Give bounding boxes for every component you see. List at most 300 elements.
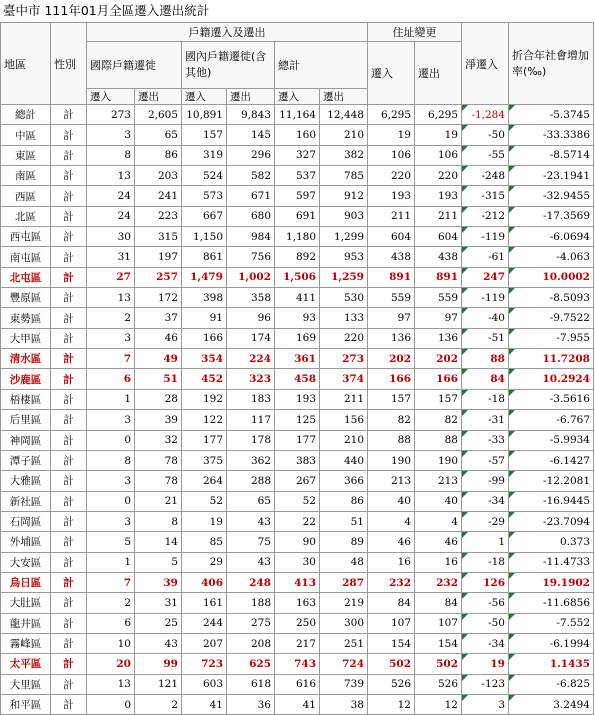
category-cell: 計 (51, 206, 87, 226)
addr-in-cell: 220 (368, 166, 415, 186)
tot-out-cell: 48 (320, 552, 368, 572)
tot-in-cell: 160 (275, 125, 320, 145)
intl-in-cell: 1 (87, 552, 135, 572)
net-cell: -29 (462, 511, 509, 531)
table-row (1, 694, 594, 714)
tot-out-cell: 89 (320, 532, 368, 552)
dom-in-cell: 861 (182, 247, 227, 267)
dom-out-cell: 43 (227, 552, 275, 572)
rate-cell: -6.767 (509, 410, 594, 430)
dom-in-cell: 52 (182, 491, 227, 511)
category-cell: 計 (51, 125, 87, 145)
intl-in-cell: 7 (87, 349, 135, 369)
addr-out-cell: 16 (415, 552, 462, 572)
rate-cell: -11.4733 (509, 552, 594, 572)
intl-in-cell: 273 (87, 105, 135, 125)
addr-out-cell: 213 (415, 471, 462, 491)
district-cell: 西區 (1, 186, 51, 206)
net-cell: -51 (462, 328, 509, 348)
tot-out-cell: 51 (320, 511, 368, 531)
dom-in-cell: 161 (182, 593, 227, 613)
table-row (1, 572, 594, 592)
intl-out-cell: 28 (135, 389, 182, 409)
addr-in-cell: 190 (368, 450, 415, 470)
intl-in-cell: 2 (87, 593, 135, 613)
addr-in-cell: 438 (368, 247, 415, 267)
addr-in-cell: 232 (368, 572, 415, 592)
net-cell: -40 (462, 308, 509, 328)
dom-in-cell: 398 (182, 288, 227, 308)
tot-in-cell: 169 (275, 328, 320, 348)
intl-in-cell: 13 (87, 166, 135, 186)
dom-out-cell: 288 (227, 471, 275, 491)
tot-out-cell: 210 (320, 125, 368, 145)
dom-out-cell: 75 (227, 532, 275, 552)
district-cell: 神岡區 (1, 430, 51, 450)
intl-out-cell: 65 (135, 125, 182, 145)
table-body (1, 105, 594, 715)
dom-out-cell: 188 (227, 593, 275, 613)
intl-out-cell: 51 (135, 369, 182, 389)
addr-in-cell: 40 (368, 491, 415, 511)
district-cell: 大里區 (1, 674, 51, 694)
tot-in-cell: 11,164 (275, 105, 320, 125)
addr-in-cell: 193 (368, 186, 415, 206)
dom-in-cell: 1,479 (182, 267, 227, 287)
addr-in-cell: 213 (368, 471, 415, 491)
category-cell: 計 (51, 389, 87, 409)
category-cell: 計 (51, 450, 87, 470)
tot-in-cell: 1,506 (275, 267, 320, 287)
dom-in-cell: 264 (182, 471, 227, 491)
rate-cell: -6.1427 (509, 450, 594, 470)
net-cell: -1,284 (462, 105, 509, 125)
category-cell: 計 (51, 166, 87, 186)
net-cell: -123 (462, 674, 509, 694)
intl-out-cell: 37 (135, 308, 182, 328)
net-cell: 126 (462, 572, 509, 592)
intl-in-cell: 6 (87, 369, 135, 389)
dom-out-cell: 296 (227, 145, 275, 165)
tot-out-cell: 12,448 (320, 105, 368, 125)
district-cell: 清水區 (1, 349, 51, 369)
intl-out-cell: 99 (135, 654, 182, 674)
table-row (1, 308, 594, 328)
dom-in-cell: 319 (182, 145, 227, 165)
category-cell: 計 (51, 552, 87, 572)
intl-out-cell: 49 (135, 349, 182, 369)
district-cell: 總計 (1, 105, 51, 125)
intl-in-cell: 7 (87, 572, 135, 592)
tot-in-cell: 411 (275, 288, 320, 308)
tot-in-cell: 41 (275, 694, 320, 714)
addr-out-cell: 4 (415, 511, 462, 531)
dom-in-cell: 452 (182, 369, 227, 389)
district-cell: 東區 (1, 145, 51, 165)
tot-out-cell: 133 (320, 308, 368, 328)
tot-out-cell: 903 (320, 206, 368, 226)
tot-in-cell: 743 (275, 654, 320, 674)
header-international: 國際戶籍遷徙 (87, 42, 182, 89)
addr-in-cell: 4 (368, 511, 415, 531)
dom-out-cell: 275 (227, 613, 275, 633)
tot-in-cell: 413 (275, 572, 320, 592)
table-row (1, 552, 594, 572)
addr-out-cell: 88 (415, 430, 462, 450)
intl-out-cell: 86 (135, 145, 182, 165)
category-cell: 計 (51, 145, 87, 165)
rate-cell: -33.3386 (509, 125, 594, 145)
rate-cell: -16.9445 (509, 491, 594, 511)
tot-out-cell: 1,259 (320, 267, 368, 287)
tot-in-cell: 22 (275, 511, 320, 531)
addr-out-cell: 46 (415, 532, 462, 552)
addr-in-cell: 891 (368, 267, 415, 287)
tot-in-cell: 537 (275, 166, 320, 186)
category-cell: 計 (51, 267, 87, 287)
header-dom-out: 遷出 (227, 89, 275, 105)
addr-out-cell: 6,295 (415, 105, 462, 125)
addr-out-cell: 19 (415, 125, 462, 145)
category-cell: 計 (51, 227, 87, 247)
dom-in-cell: 19 (182, 511, 227, 531)
table-header (1, 23, 594, 105)
addr-in-cell: 16 (368, 552, 415, 572)
intl-out-cell: 223 (135, 206, 182, 226)
district-cell: 大肚區 (1, 593, 51, 613)
intl-out-cell: 257 (135, 267, 182, 287)
intl-out-cell: 14 (135, 532, 182, 552)
dom-in-cell: 157 (182, 125, 227, 145)
tot-in-cell: 327 (275, 145, 320, 165)
dom-out-cell: 96 (227, 308, 275, 328)
addr-out-cell: 193 (415, 186, 462, 206)
net-cell: -57 (462, 450, 509, 470)
intl-out-cell: 172 (135, 288, 182, 308)
intl-in-cell: 1 (87, 389, 135, 409)
intl-out-cell: 121 (135, 674, 182, 694)
tot-out-cell: 156 (320, 410, 368, 430)
net-cell: -34 (462, 491, 509, 511)
header-tot-in: 遷入 (275, 89, 320, 105)
header-net: 淨遷入 (462, 23, 509, 105)
rate-cell: -23.1941 (509, 166, 594, 186)
rate-cell: -17.3569 (509, 206, 594, 226)
table-row (1, 532, 594, 552)
tot-in-cell: 217 (275, 633, 320, 653)
tot-out-cell: 210 (320, 430, 368, 450)
district-cell: 新社區 (1, 491, 51, 511)
tot-in-cell: 125 (275, 410, 320, 430)
table-row (1, 328, 594, 348)
dom-in-cell: 10,891 (182, 105, 227, 125)
addr-out-cell: 107 (415, 613, 462, 633)
intl-out-cell: 8 (135, 511, 182, 531)
tot-out-cell: 273 (320, 349, 368, 369)
table-row (1, 186, 594, 206)
addr-out-cell: 106 (415, 145, 462, 165)
intl-in-cell: 6 (87, 613, 135, 633)
intl-in-cell: 0 (87, 694, 135, 714)
dom-in-cell: 1,150 (182, 227, 227, 247)
district-cell: 大甲區 (1, 328, 51, 348)
intl-in-cell: 13 (87, 674, 135, 694)
addr-in-cell: 82 (368, 410, 415, 430)
category-cell: 計 (51, 328, 87, 348)
tot-in-cell: 361 (275, 349, 320, 369)
net-cell: -315 (462, 186, 509, 206)
header-intl-in: 遷入 (87, 89, 135, 105)
intl-out-cell: 25 (135, 613, 182, 633)
dom-in-cell: 192 (182, 389, 227, 409)
intl-out-cell: 39 (135, 410, 182, 430)
district-cell: 大安區 (1, 552, 51, 572)
intl-in-cell: 24 (87, 206, 135, 226)
tot-in-cell: 52 (275, 491, 320, 511)
addr-in-cell: 106 (368, 145, 415, 165)
addr-out-cell: 211 (415, 206, 462, 226)
intl-out-cell: 39 (135, 572, 182, 592)
table-row (1, 125, 594, 145)
district-cell: 南區 (1, 166, 51, 186)
addr-in-cell: 202 (368, 349, 415, 369)
tot-in-cell: 1,180 (275, 227, 320, 247)
tot-in-cell: 616 (275, 674, 320, 694)
category-cell: 計 (51, 349, 87, 369)
tot-out-cell: 366 (320, 471, 368, 491)
header-address-out: 遷出 (415, 42, 462, 105)
category-cell: 計 (51, 308, 87, 328)
tot-in-cell: 267 (275, 471, 320, 491)
district-cell: 北區 (1, 206, 51, 226)
intl-in-cell: 3 (87, 410, 135, 430)
addr-in-cell: 136 (368, 328, 415, 348)
dom-out-cell: 178 (227, 430, 275, 450)
intl-out-cell: 78 (135, 450, 182, 470)
dom-out-cell: 224 (227, 349, 275, 369)
addr-out-cell: 526 (415, 674, 462, 694)
addr-out-cell: 604 (415, 227, 462, 247)
district-cell: 西屯區 (1, 227, 51, 247)
category-cell: 計 (51, 430, 87, 450)
dom-out-cell: 618 (227, 674, 275, 694)
category-cell: 計 (51, 674, 87, 694)
rate-cell: 1.1435 (509, 654, 594, 674)
category-cell: 計 (51, 633, 87, 653)
net-cell: 3 (462, 694, 509, 714)
district-cell: 石岡區 (1, 511, 51, 531)
header-household-group: 戶籍遷入及遷出 (87, 23, 368, 42)
district-cell: 東勢區 (1, 308, 51, 328)
addr-out-cell: 157 (415, 389, 462, 409)
net-cell: -119 (462, 227, 509, 247)
rate-cell: -32.9455 (509, 186, 594, 206)
dom-out-cell: 756 (227, 247, 275, 267)
table-row (1, 450, 594, 470)
intl-out-cell: 31 (135, 593, 182, 613)
district-cell: 霧峰區 (1, 633, 51, 653)
dom-out-cell: 680 (227, 206, 275, 226)
tot-out-cell: 382 (320, 145, 368, 165)
district-cell: 烏日區 (1, 572, 51, 592)
tot-out-cell: 211 (320, 389, 368, 409)
intl-in-cell: 3 (87, 328, 135, 348)
category-cell: 計 (51, 511, 87, 531)
addr-out-cell: 84 (415, 593, 462, 613)
addr-in-cell: 12 (368, 694, 415, 714)
net-cell: 1 (462, 532, 509, 552)
dom-in-cell: 354 (182, 349, 227, 369)
intl-in-cell: 3 (87, 125, 135, 145)
net-cell: 19 (462, 654, 509, 674)
dom-in-cell: 603 (182, 674, 227, 694)
addr-out-cell: 97 (415, 308, 462, 328)
header-total: 總計 (275, 42, 368, 89)
addr-in-cell: 46 (368, 532, 415, 552)
dom-out-cell: 145 (227, 125, 275, 145)
dom-out-cell: 208 (227, 633, 275, 653)
addr-in-cell: 84 (368, 593, 415, 613)
tot-in-cell: 163 (275, 593, 320, 613)
intl-in-cell: 0 (87, 491, 135, 511)
rate-cell: -6.1994 (509, 633, 594, 653)
table-row (1, 633, 594, 653)
dom-out-cell: 1,002 (227, 267, 275, 287)
rate-cell: 11.7208 (509, 349, 594, 369)
dom-in-cell: 166 (182, 328, 227, 348)
category-cell: 計 (51, 593, 87, 613)
district-cell: 南屯區 (1, 247, 51, 267)
net-cell: 247 (462, 267, 509, 287)
addr-out-cell: 154 (415, 633, 462, 653)
intl-in-cell: 8 (87, 145, 135, 165)
district-cell: 潭子區 (1, 450, 51, 470)
table-row (1, 247, 594, 267)
dom-in-cell: 406 (182, 572, 227, 592)
dom-in-cell: 41 (182, 694, 227, 714)
district-cell: 和平區 (1, 694, 51, 714)
addr-in-cell: 604 (368, 227, 415, 247)
dom-out-cell: 625 (227, 654, 275, 674)
tot-out-cell: 953 (320, 247, 368, 267)
category-cell: 計 (51, 471, 87, 491)
tot-in-cell: 458 (275, 369, 320, 389)
intl-out-cell: 315 (135, 227, 182, 247)
category-cell: 計 (51, 247, 87, 267)
header-intl-out: 遷出 (135, 89, 182, 105)
addr-in-cell: 88 (368, 430, 415, 450)
dom-out-cell: 984 (227, 227, 275, 247)
district-cell: 外埔區 (1, 532, 51, 552)
addr-in-cell: 526 (368, 674, 415, 694)
table-row (1, 206, 594, 226)
statistics-table (0, 22, 594, 715)
dom-out-cell: 117 (227, 410, 275, 430)
table-row (1, 349, 594, 369)
district-cell: 北屯區 (1, 267, 51, 287)
header-address-group: 住址變更 (368, 23, 462, 42)
rate-cell: -7.552 (509, 613, 594, 633)
net-cell: -119 (462, 288, 509, 308)
addr-in-cell: 6,295 (368, 105, 415, 125)
rate-cell: 10.2924 (509, 369, 594, 389)
district-cell: 太平區 (1, 654, 51, 674)
rate-cell: -6.825 (509, 674, 594, 694)
intl-in-cell: 10 (87, 633, 135, 653)
addr-in-cell: 559 (368, 288, 415, 308)
tot-out-cell: 440 (320, 450, 368, 470)
addr-out-cell: 40 (415, 491, 462, 511)
dom-out-cell: 9,843 (227, 105, 275, 125)
category-cell: 計 (51, 654, 87, 674)
category-cell: 計 (51, 105, 87, 125)
addr-out-cell: 438 (415, 247, 462, 267)
table-row (1, 267, 594, 287)
intl-in-cell: 3 (87, 511, 135, 531)
table-row (1, 593, 594, 613)
net-cell: -61 (462, 247, 509, 267)
dom-in-cell: 723 (182, 654, 227, 674)
intl-out-cell: 78 (135, 471, 182, 491)
tot-out-cell: 219 (320, 593, 368, 613)
intl-in-cell: 27 (87, 267, 135, 287)
table-row (1, 430, 594, 450)
header-district: 地區 (1, 23, 51, 105)
tot-in-cell: 383 (275, 450, 320, 470)
addr-out-cell: 202 (415, 349, 462, 369)
net-cell: -34 (462, 633, 509, 653)
intl-out-cell: 46 (135, 328, 182, 348)
rate-cell: -4.063 (509, 247, 594, 267)
tot-out-cell: 300 (320, 613, 368, 633)
tot-out-cell: 530 (320, 288, 368, 308)
category-cell: 計 (51, 572, 87, 592)
dom-in-cell: 375 (182, 450, 227, 470)
rate-cell: -23.7094 (509, 511, 594, 531)
tot-in-cell: 250 (275, 613, 320, 633)
header-domestic: 國內戶籍遷徙(含其他) (182, 42, 275, 89)
category-cell: 計 (51, 186, 87, 206)
table-row (1, 491, 594, 511)
net-cell: -31 (462, 410, 509, 430)
tot-in-cell: 691 (275, 206, 320, 226)
addr-in-cell: 211 (368, 206, 415, 226)
intl-in-cell: 13 (87, 288, 135, 308)
rate-cell: -5.9934 (509, 430, 594, 450)
addr-in-cell: 19 (368, 125, 415, 145)
dom-in-cell: 524 (182, 166, 227, 186)
tot-out-cell: 785 (320, 166, 368, 186)
addr-out-cell: 82 (415, 410, 462, 430)
addr-in-cell: 166 (368, 369, 415, 389)
district-cell: 大雅區 (1, 471, 51, 491)
category-cell: 計 (51, 613, 87, 633)
addr-in-cell: 107 (368, 613, 415, 633)
tot-out-cell: 912 (320, 186, 368, 206)
tot-in-cell: 597 (275, 186, 320, 206)
rate-cell: -12.2081 (509, 471, 594, 491)
dom-out-cell: 43 (227, 511, 275, 531)
tot-in-cell: 30 (275, 552, 320, 572)
intl-in-cell: 24 (87, 186, 135, 206)
rate-cell: 3.2494 (509, 694, 594, 714)
header-rate: 折合年社會增加率(‰) (509, 23, 594, 105)
addr-out-cell: 232 (415, 572, 462, 592)
dom-out-cell: 582 (227, 166, 275, 186)
table-row (1, 166, 594, 186)
intl-in-cell: 3 (87, 471, 135, 491)
table-row (1, 145, 594, 165)
